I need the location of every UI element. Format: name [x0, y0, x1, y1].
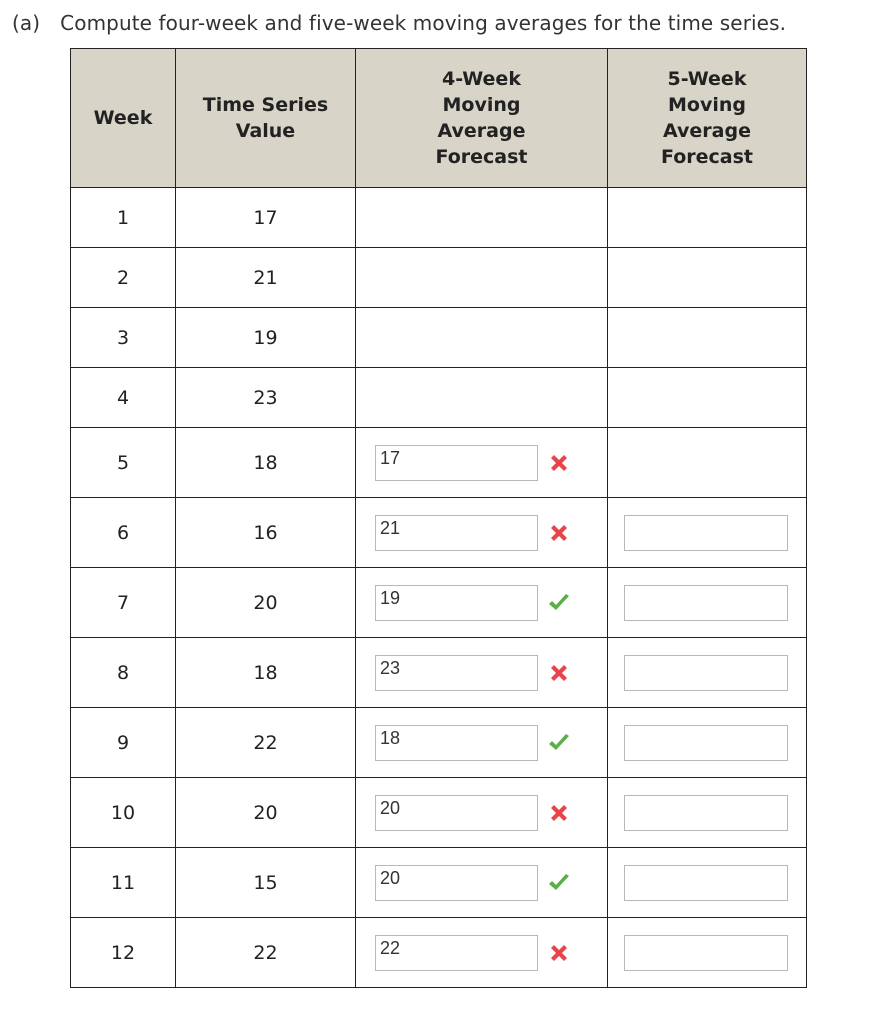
ma5-answer-input[interactable]: [624, 865, 788, 901]
ma4-cell: [356, 428, 608, 498]
cross-icon: [546, 520, 572, 546]
week-cell: 7: [71, 568, 176, 638]
table-row: [71, 428, 807, 498]
ma4-cell: [356, 848, 608, 918]
header-4-week-ma: 4-Week Moving Average Forecast: [356, 49, 608, 188]
checkmark-icon: [546, 730, 572, 756]
time-series-value-cell: 21: [176, 248, 356, 308]
header-time-series-value: Time Series Value: [176, 49, 356, 188]
ma4-answer-input[interactable]: 23: [375, 655, 538, 691]
week-cell: 4: [71, 368, 176, 428]
ma4-answer-input[interactable]: 21: [375, 515, 538, 551]
cross-icon: [546, 800, 572, 826]
table-row: [71, 308, 807, 368]
ma4-cell: [356, 498, 608, 568]
table-row: [71, 188, 807, 248]
ma5-answer-input[interactable]: [624, 795, 788, 831]
week-cell: 3: [71, 308, 176, 368]
table-row: [71, 568, 807, 638]
ma4-cell: [356, 308, 608, 368]
table-row: [71, 778, 807, 848]
ma5-cell: [608, 368, 807, 428]
time-series-value-cell: 20: [176, 568, 356, 638]
ma5-cell: [608, 308, 807, 368]
ma5-cell: [608, 708, 807, 778]
ma4-answer-input[interactable]: 22: [375, 935, 538, 971]
question-text: [12, 11, 786, 35]
table-row: [71, 638, 807, 708]
time-series-value-cell: 22: [176, 708, 356, 778]
ma5-answer-input[interactable]: [624, 935, 788, 971]
header-5-week-ma: 5-Week Moving Average Forecast: [608, 49, 807, 188]
week-cell: 6: [71, 498, 176, 568]
week-cell: 2: [71, 248, 176, 308]
table-row: [71, 248, 807, 308]
ma5-cell: [608, 918, 807, 988]
ma5-answer-input[interactable]: [624, 585, 788, 621]
week-cell: 8: [71, 638, 176, 708]
week-cell: 12: [71, 918, 176, 988]
table-row: [71, 498, 807, 568]
ma5-cell: [608, 568, 807, 638]
time-series-value-cell: 15: [176, 848, 356, 918]
cross-icon: [546, 450, 572, 476]
ma4-cell: [356, 568, 608, 638]
ma4-answer-input[interactable]: 20: [375, 795, 538, 831]
week-cell: 11: [71, 848, 176, 918]
ma4-answer-input[interactable]: 17: [375, 445, 538, 481]
cross-icon: [546, 940, 572, 966]
checkmark-icon: [546, 590, 572, 616]
week-cell: 1: [71, 188, 176, 248]
question-label: (a): [12, 11, 41, 35]
table-row: [71, 848, 807, 918]
time-series-value-cell: 19: [176, 308, 356, 368]
time-series-value-cell: 23: [176, 368, 356, 428]
ma5-cell: [608, 778, 807, 848]
ma5-cell: [608, 498, 807, 568]
ma4-cell: [356, 708, 608, 778]
cross-icon: [546, 660, 572, 686]
ma5-cell: [608, 638, 807, 708]
table-row: [71, 918, 807, 988]
ma4-answer-input[interactable]: 20: [375, 865, 538, 901]
time-series-value-cell: 18: [176, 638, 356, 708]
ma4-cell: [356, 918, 608, 988]
question-body: Compute four-week and five-week moving averages for the time series.: [60, 11, 787, 35]
week-cell: 10: [71, 778, 176, 848]
ma5-cell: [608, 248, 807, 308]
time-series-value-cell: 18: [176, 428, 356, 498]
ma4-cell: [356, 638, 608, 708]
ma5-cell: [608, 188, 807, 248]
time-series-value-cell: 20: [176, 778, 356, 848]
ma5-cell: [608, 848, 807, 918]
ma4-cell: [356, 368, 608, 428]
table-header-row: [71, 49, 807, 188]
header-week: Week: [71, 49, 176, 188]
moving-average-table: [70, 48, 807, 988]
checkmark-icon: [546, 870, 572, 896]
table-row: [71, 368, 807, 428]
week-cell: 9: [71, 708, 176, 778]
ma4-answer-input[interactable]: 18: [375, 725, 538, 761]
ma5-cell: [608, 428, 807, 498]
time-series-value-cell: 16: [176, 498, 356, 568]
week-cell: 5: [71, 428, 176, 498]
time-series-value-cell: 22: [176, 918, 356, 988]
ma5-answer-input[interactable]: [624, 725, 788, 761]
ma5-answer-input[interactable]: [624, 515, 788, 551]
ma4-cell: [356, 188, 608, 248]
table-row: [71, 708, 807, 778]
ma5-answer-input[interactable]: [624, 655, 788, 691]
time-series-value-cell: 17: [176, 188, 356, 248]
ma4-cell: [356, 778, 608, 848]
ma4-answer-input[interactable]: 19: [375, 585, 538, 621]
ma4-cell: [356, 248, 608, 308]
table-body: [71, 188, 807, 988]
